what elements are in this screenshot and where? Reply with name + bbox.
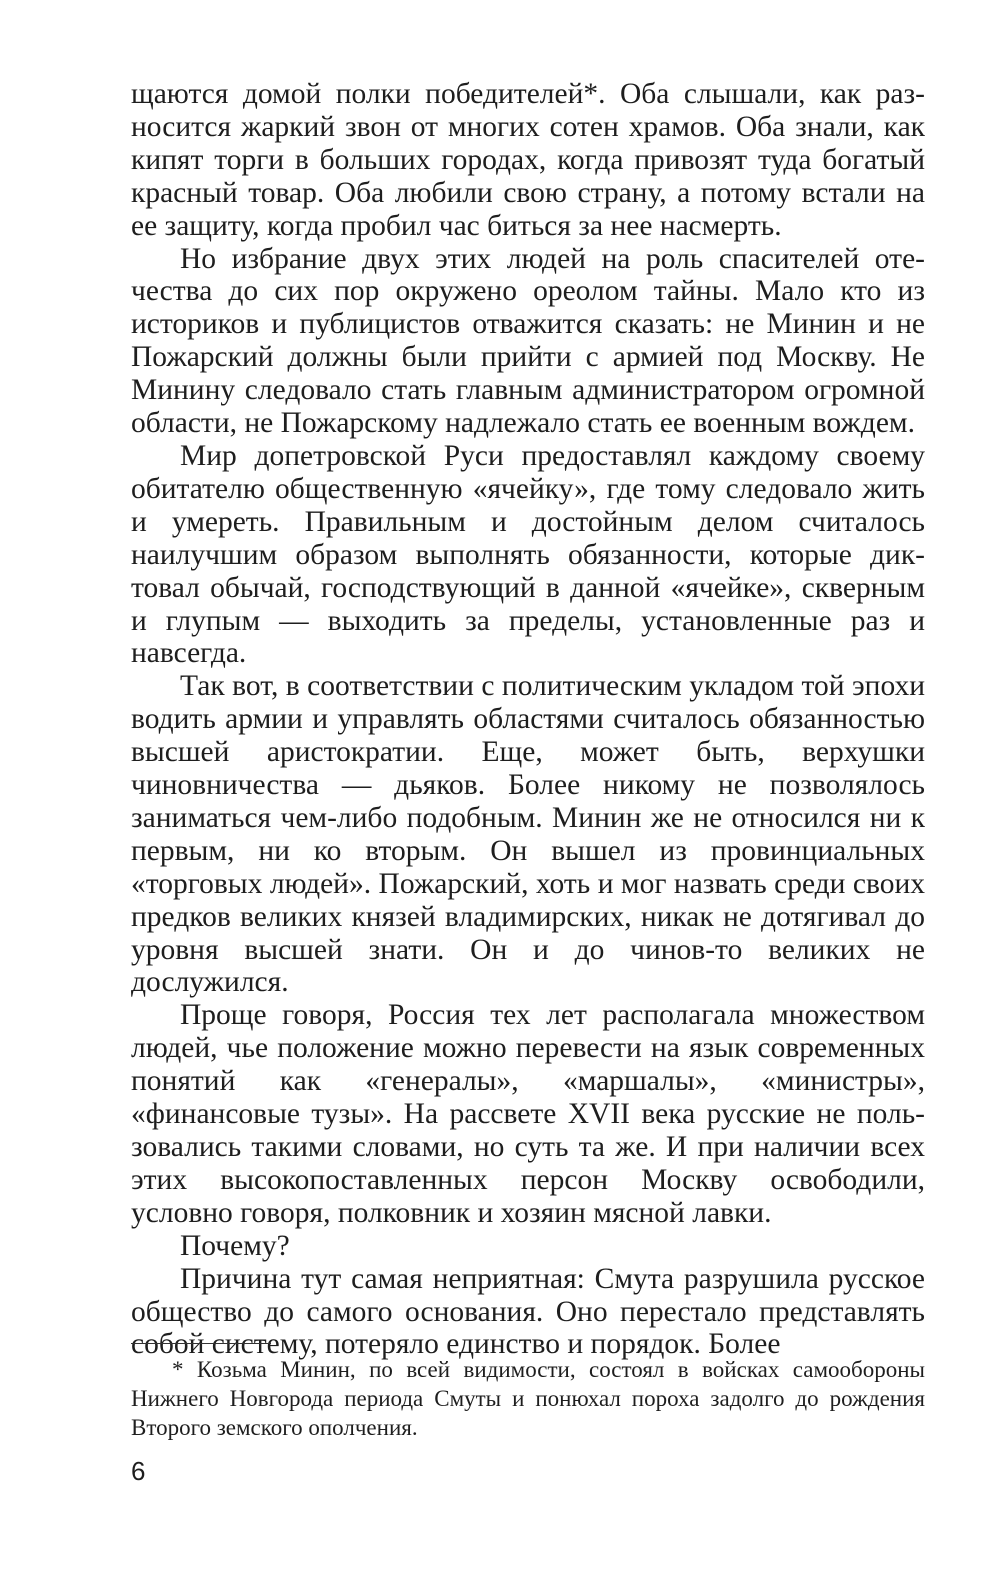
footnote: * Козьма Минин, по всей видимости, состоял в войсках самообороны Нижнего Новгорода периода Смуты и понюхал пороха задолго до рождения Второго земского ополчения. — [131, 1357, 925, 1440]
paragraph-3: Мир допетровской Руси предоставлял каждому своему обитателю общественную «ячейку», где тому следовало жить и умереть. Правильным и достойным делом считалось наилучшим образом выполнять обязанности, которые диктовал обычай, господствующий в данной «ячейке», скверным и глупым — выходить за пределы, установленные раз и навсегда. — [131, 439, 925, 670]
page-number: 6 — [131, 1456, 146, 1486]
page-body — [131, 78, 925, 1361]
paragraph-1: щаются домой полки победителей*. Оба слышали, как разносится жаркий звон от многих сотен храмов. Оба знали, как кипят торги в больших городах, когда привозят туда богатый красный товар. Оба любили свою страну, а потому встали на ее защиту, когда пробил час биться за нее насмерть. — [131, 78, 925, 242]
paragraph-6: Почему? — [180, 1229, 290, 1262]
paragraph-7: Причина тут самая неприятная: Смута разрушила русское общество до самого основания. Оно перестало представлять собой систему, потеряло единство и порядок. Более — [131, 1262, 925, 1361]
paragraph-2: Но избрание двух этих людей на роль спасителей отечества до сих пор окружено ореолом тайны. Мало кто из историков и публицистов отважится сказать: не Минин и не Пожарский должны были прийти с армией под Москву. Не Минину следовало стать главным администратором огромной области, не Пожарскому надлежало стать ее военным вождем. — [131, 242, 925, 440]
paragraph-4: Так вот, в соответствии с политическим укладом той эпохи водить армии и управлять областями считалось обязанностью высшей аристократии. Еще, может быть, верхушки чиновничества — дьяков. Более никому не позволялось заниматься чем-либо подобным. Минин же не относился ни к первым, ни ко вторым. Он вышел из провинциальных «торговых людей». Пожарский, хоть и мог назвать среди своих предков великих князей владимирских, никак не дотягивал до уровня высшей знати. Он и до чинов-то великих не дослужился. — [131, 670, 925, 999]
paragraph-5: Проще говоря, Россия тех лет располагала множеством людей, чье положение можно перевести на язык современных понятий как «генералы», «маршалы», «министры», «финансовые тузы». На рассвете XVII века русские не пользовались такими словами, но суть та же. И при наличии всех этих высокопоставленных персон Москву освободили, условно говоря, полковник и хозяин мясной лавки. — [131, 999, 925, 1229]
footnote-separator — [131, 1343, 271, 1344]
